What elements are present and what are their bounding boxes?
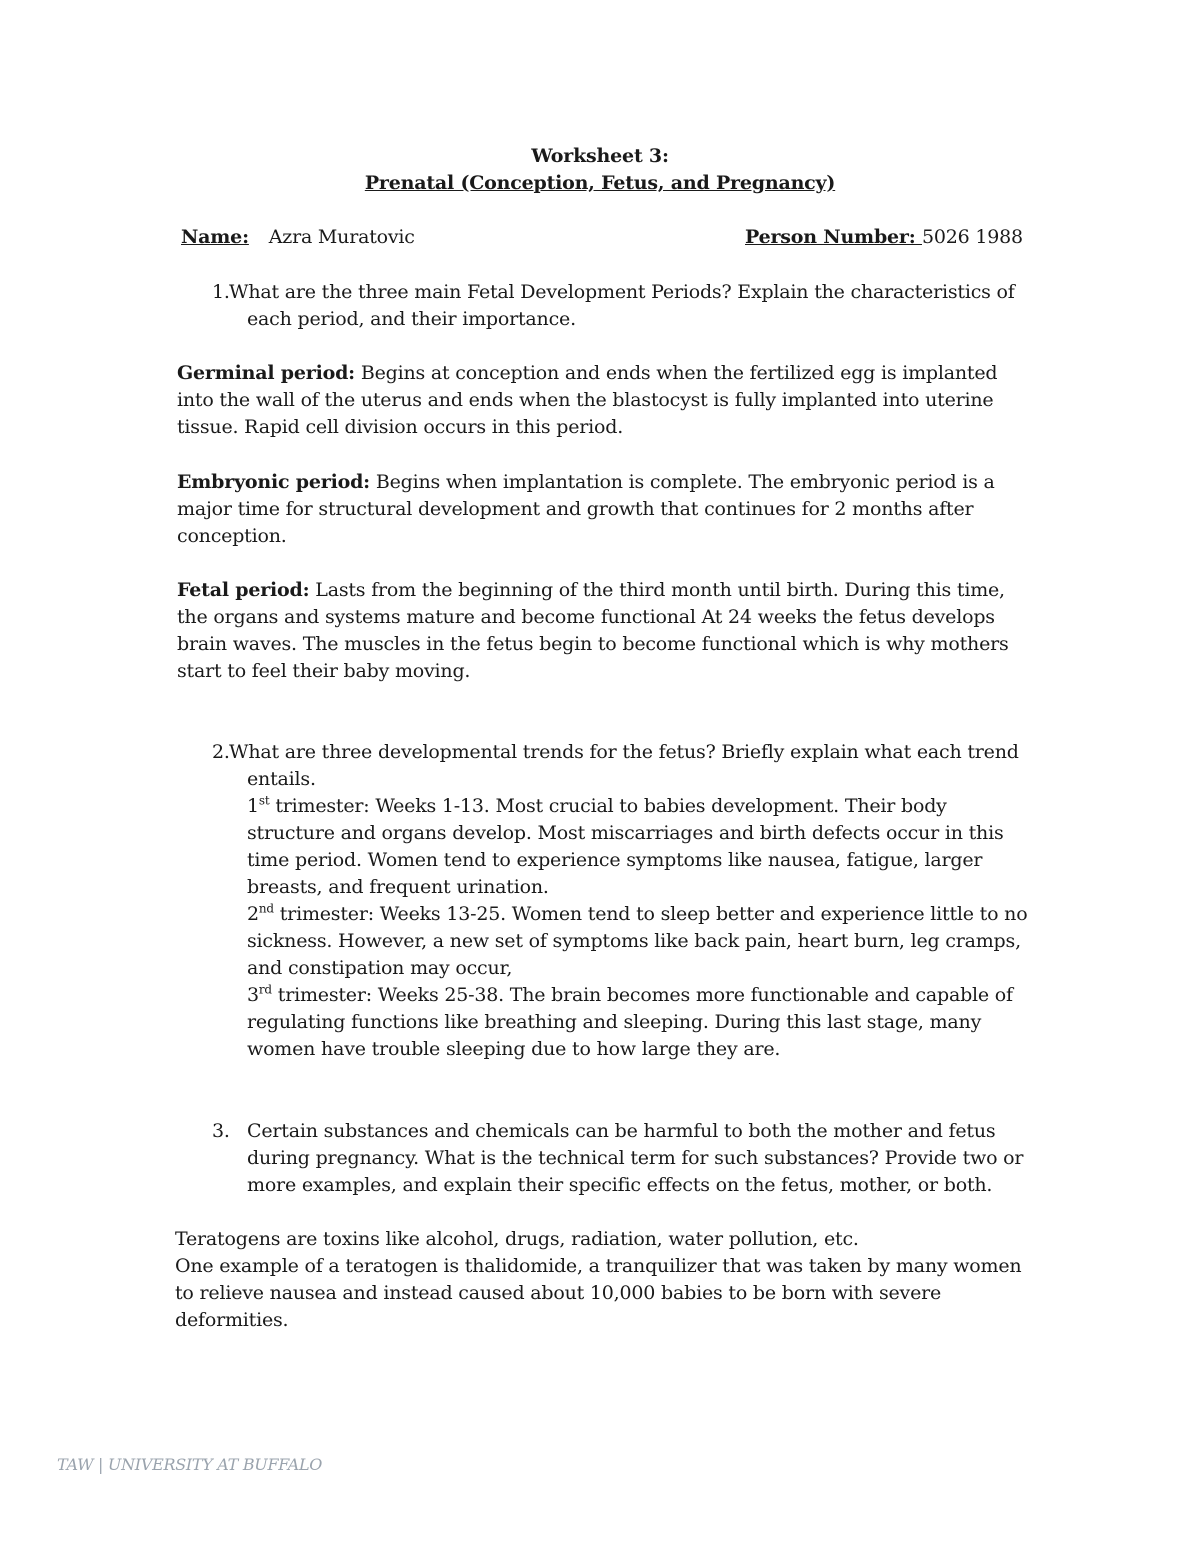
trimester-3-text: trimester: Weeks 25-38. The brain becomes more functionable and capable of — [271, 984, 1013, 1006]
trimester-2-text: trimester: Weeks 13-25. Women tend to sleep better and experience little to no — [273, 903, 1028, 925]
name-value: Azra Muratovic — [268, 226, 415, 248]
name-row — [181, 224, 415, 251]
germinal-label: Germinal period: — [177, 362, 355, 384]
question-1-number: 1. — [212, 281, 230, 303]
trimester-2-line-2: sickness. However, a new set of symptoms like back pain, heart burn, leg cramps, — [247, 930, 1021, 952]
question-1-line-2: each period, and their importance. — [247, 308, 576, 330]
fetal-paragraph-line-2: the organs and systems mature and become functional At 24 weeks the fetus develops — [177, 606, 995, 628]
germinal-paragraph-line-2: into the wall of the uterus and ends when the blastocyst is fully implanted into uterine — [177, 389, 994, 411]
embryonic-label: Embryonic period: — [177, 471, 370, 493]
trimester-1-line-3: time period. Women tend to experience symptoms like nausea, fatigue, larger — [247, 849, 983, 871]
person-number-label: Person Number: — [745, 226, 922, 248]
question-3-line-2: during pregnancy. What is the technical term for such substances? Provide two or — [247, 1147, 1024, 1169]
trimester-1-text: trimester: Weeks 1-13. Most crucial to babies development. Their body — [269, 795, 947, 817]
embryonic-paragraph-line-1 — [177, 469, 995, 496]
name-label: Name: — [181, 226, 249, 248]
trimester-3-number: 3 — [247, 984, 259, 1006]
trimester-1-line-1 — [247, 793, 947, 820]
answer-3-line-3: to relieve nausea and instead caused about 10,000 babies to be born with severe — [175, 1282, 942, 1304]
worksheet-subtitle: Prenatal (Conception, Fetus, and Pregnancy) — [364, 172, 836, 194]
trimester-3-suffix: rd — [258, 982, 272, 997]
question-2-line-2: entails. — [247, 768, 316, 790]
trimester-1-line-4: breasts, and frequent urination. — [247, 876, 549, 898]
fetal-label: Fetal period: — [177, 579, 310, 601]
trimester-1-line-2: structure and organs develop. Most miscarriages and birth defects occur in this — [247, 822, 1004, 844]
embryonic-paragraph-line-3: conception. — [177, 525, 287, 547]
trimester-3-line-2: regulating functions like breathing and sleeping. During this last stage, many — [247, 1011, 982, 1033]
trimester-3-line-3: women have trouble sleeping due to how large they are. — [247, 1038, 781, 1060]
page-footer: TAW | UNIVERSITY AT BUFFALO — [57, 1455, 323, 1474]
trimester-3-line-1 — [247, 982, 1013, 1009]
germinal-paragraph-line-1 — [177, 360, 997, 387]
trimester-2-number: 2 — [247, 903, 259, 925]
embryonic-text: Begins when implantation is complete. The embryonic period is a — [375, 471, 995, 493]
trimester-1-number: 1 — [247, 795, 259, 817]
person-number-value: 5026 1988 — [921, 226, 1023, 248]
embryonic-paragraph-line-2: major time for structural development and growth that continues for 2 months after — [177, 498, 974, 520]
trimester-1-suffix: st — [258, 793, 270, 808]
answer-3-line-2: One example of a teratogen is thalidomide, a tranquilizer that was taken by many women — [175, 1255, 1022, 1277]
fetal-paragraph-line-1 — [177, 577, 1005, 604]
fetal-text: Lasts from the beginning of the third month until birth. During this time, — [315, 579, 1005, 601]
worksheet-title: Worksheet 3: — [531, 145, 669, 167]
question-3-number: 3. — [212, 1120, 230, 1142]
question-3-line-3: more examples, and explain their specific effects on the fetus, mother, or both. — [247, 1174, 993, 1196]
trimester-2-line-1 — [247, 901, 1027, 928]
question-2-number: 2. — [212, 741, 230, 763]
person-number-row — [745, 224, 1023, 251]
germinal-paragraph-line-3: tissue. Rapid cell division occurs in this period. — [177, 416, 624, 438]
fetal-paragraph-line-3: brain waves. The muscles in the fetus begin to become functional which is why mothers — [177, 633, 1009, 655]
question-3-line-1: Certain substances and chemicals can be harmful to both the mother and fetus — [247, 1120, 996, 1142]
answer-3-line-1: Teratogens are toxins like alcohol, drugs, radiation, water pollution, etc. — [175, 1228, 859, 1250]
trimester-2-line-3: and constipation may occur, — [247, 957, 513, 979]
question-1-line-1: What are the three main Fetal Development Periods? Explain the characteristics of — [229, 281, 1015, 303]
trimester-2-suffix: nd — [258, 901, 274, 916]
question-2-line-1: What are three developmental trends for the fetus? Briefly explain what each trend — [229, 741, 1019, 763]
germinal-text: Begins at conception and ends when the fertilized egg is implanted — [360, 362, 998, 384]
fetal-paragraph-line-4: start to feel their baby moving. — [177, 660, 471, 682]
answer-3-line-4: deformities. — [175, 1309, 289, 1331]
